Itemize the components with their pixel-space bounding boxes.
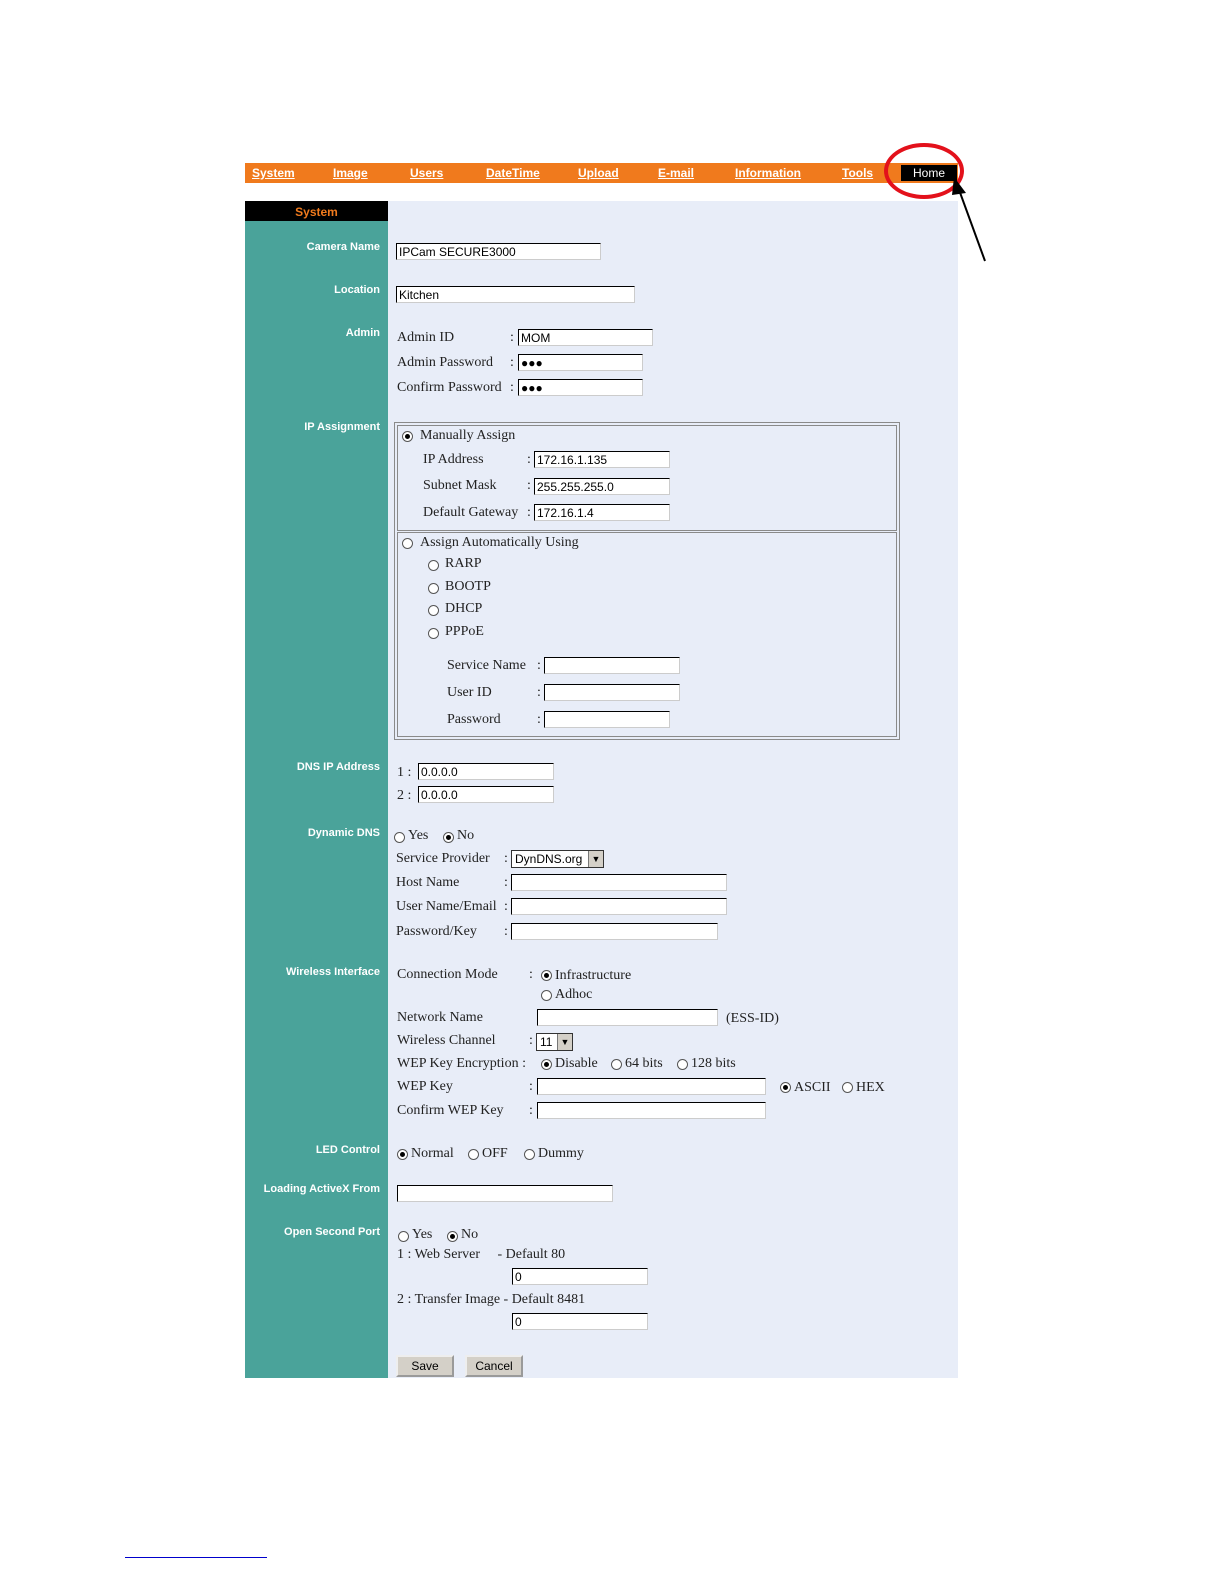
wireless-channel-value: 11 (540, 1035, 553, 1049)
infrastructure-label: Infrastructure (555, 968, 632, 983)
wireless-channel-label: Wireless Channel (397, 1033, 496, 1048)
dhcp-label: DHCP (445, 601, 483, 616)
led-dummy-radio[interactable] (524, 1149, 535, 1160)
gateway-input[interactable]: 172.16.1.4 (534, 504, 670, 521)
service-name-input[interactable] (544, 657, 680, 674)
nav-home[interactable]: Home (901, 165, 957, 181)
web-server-label: 1 : Web Server - Default 80 (397, 1247, 566, 1262)
service-provider-label: Service Provider (396, 851, 490, 866)
second-port-no-label: No (461, 1227, 479, 1242)
manual-assign-label: Manually Assign (420, 428, 516, 443)
colon: : (527, 452, 531, 467)
confirm-wep-key-input[interactable] (537, 1102, 766, 1119)
hex-label: HEX (856, 1080, 885, 1095)
subnet-mask-label: Subnet Mask (423, 478, 497, 493)
colon: : (537, 712, 541, 727)
footer-link-underline (125, 1557, 267, 1558)
pppoe-user-id-input[interactable] (544, 684, 680, 701)
colon: : (537, 658, 541, 673)
colon: : (537, 685, 541, 700)
gateway-label: Default Gateway (423, 505, 519, 520)
bootp-label: BOOTP (445, 579, 491, 594)
label-wireless: Wireless Interface (285, 966, 380, 978)
label-admin: Admin (345, 327, 380, 339)
ddns-no-radio[interactable] (443, 832, 454, 843)
nav-upload[interactable]: Upload (578, 166, 619, 180)
admin-password-label: Admin Password (397, 355, 494, 370)
colon: : (504, 899, 508, 914)
colon: : (527, 478, 531, 493)
rarp-label: RARP (445, 556, 482, 571)
essid-label: (ESS-ID) (726, 1011, 779, 1026)
colon: : (510, 330, 514, 345)
colon: : (529, 1079, 533, 1094)
bootp-radio[interactable] (428, 583, 439, 594)
ddns-yes-label: Yes (408, 828, 429, 843)
ip-address-input[interactable]: 172.16.1.135 (534, 451, 670, 468)
service-provider-select[interactable] (511, 850, 604, 868)
cancel-button[interactable]: Cancel (465, 1355, 523, 1377)
colon: : (504, 851, 508, 866)
dhcp-radio[interactable] (428, 605, 439, 616)
auto-assign-label: Assign Automatically Using (420, 535, 579, 550)
pppoe-radio[interactable] (428, 628, 439, 639)
dns2-label: 2 : (397, 788, 412, 803)
dns1-input[interactable]: 0.0.0.0 (418, 763, 554, 780)
web-server-port-input[interactable]: 0 (512, 1268, 648, 1285)
wep-128-label: 128 bits (691, 1056, 736, 1071)
label-led-control: LED Control (315, 1144, 380, 1156)
label-activex: Loading ActiveX From (263, 1183, 380, 1195)
ascii-label: ASCII (794, 1080, 831, 1095)
host-name-label: Host Name (396, 875, 460, 890)
nav-tools[interactable]: Tools (842, 166, 874, 180)
colon: : (504, 924, 508, 939)
led-off-radio[interactable] (468, 1149, 479, 1160)
wep-64-label: 64 bits (625, 1056, 663, 1071)
wep-128-radio[interactable] (677, 1059, 688, 1070)
second-port-yes-radio[interactable] (398, 1231, 409, 1242)
confirm-password-input[interactable]: ●●● (518, 379, 643, 396)
led-dummy-label: Dummy (538, 1146, 584, 1161)
colon: : (529, 1033, 533, 1048)
second-port-no-radio[interactable] (447, 1231, 458, 1242)
network-name-input[interactable] (537, 1009, 718, 1026)
service-provider-value: DynDNS.org (515, 852, 583, 866)
led-normal-radio[interactable] (397, 1149, 408, 1160)
service-name-label: Service Name (447, 658, 526, 673)
auto-assign-radio[interactable] (402, 538, 413, 549)
colon: : (529, 1103, 533, 1118)
label-dynamic-dns: Dynamic DNS (307, 827, 380, 839)
nav-system[interactable]: System (252, 166, 295, 180)
subnet-mask-input[interactable]: 255.255.255.0 (534, 478, 670, 495)
dns1-label: 1 : (397, 765, 412, 780)
colon: : (529, 967, 533, 982)
transfer-image-label: 2 : Transfer Image - Default 8481 (397, 1292, 586, 1307)
colon: : (510, 380, 514, 395)
label-location: Location (334, 284, 380, 296)
transfer-image-port-input[interactable]: 0 (512, 1313, 648, 1330)
led-normal-label: Normal (411, 1146, 454, 1161)
wep-64-radio[interactable] (611, 1059, 622, 1070)
label-second-port: Open Second Port (284, 1226, 380, 1238)
label-ip-assignment: IP Assignment (304, 421, 380, 433)
adhoc-label: Adhoc (555, 987, 593, 1002)
user-id-label: User ID (447, 685, 492, 700)
chevron-down-icon: ▼ (557, 1034, 572, 1050)
nav-image[interactable]: Image (333, 166, 368, 180)
activex-input[interactable] (397, 1185, 613, 1202)
pppoe-password-label: Password (447, 712, 501, 727)
host-name-input[interactable] (511, 874, 727, 891)
pppoe-password-input[interactable] (544, 711, 670, 728)
ddns-yes-radio[interactable] (394, 832, 405, 843)
user-email-label: User Name/Email (396, 899, 497, 914)
password-key-input[interactable] (511, 923, 718, 940)
admin-password-input[interactable]: ●●● (518, 354, 643, 371)
ascii-radio[interactable] (780, 1082, 791, 1093)
colon: : (527, 505, 531, 520)
nav-users[interactable]: Users (410, 166, 444, 180)
manual-assign-radio[interactable] (402, 431, 413, 442)
wep-key-label: WEP Key (397, 1079, 453, 1094)
ip-address-label: IP Address (423, 452, 484, 467)
left-label-column (245, 201, 388, 1378)
location-input[interactable]: Kitchen (396, 286, 635, 303)
infrastructure-radio[interactable] (541, 970, 552, 981)
label-dns: DNS IP Address (296, 761, 380, 773)
led-off-label: OFF (482, 1146, 508, 1161)
admin-id-input[interactable]: MOM (518, 329, 653, 346)
admin-id-label: Admin ID (397, 330, 455, 345)
wep-disable-label: Disable (555, 1056, 598, 1071)
top-nav-bar (245, 163, 958, 183)
section-header: System (245, 201, 388, 221)
chevron-down-icon: ▼ (588, 851, 603, 867)
wep-disable-radio[interactable] (541, 1059, 552, 1070)
camera-name-input[interactable]: IPCam SECURE3000 (396, 243, 601, 260)
dns2-input[interactable]: 0.0.0.0 (418, 786, 554, 803)
network-name-label: Network Name (397, 1010, 483, 1025)
nav-datetime[interactable]: DateTime (486, 166, 540, 180)
rarp-radio[interactable] (428, 560, 439, 571)
user-email-input[interactable] (511, 898, 727, 915)
connection-mode-label: Connection Mode (397, 967, 498, 982)
second-port-yes-label: Yes (412, 1227, 433, 1242)
nav-information[interactable]: Information (735, 166, 801, 180)
save-button[interactable]: Save (396, 1355, 454, 1377)
label-camera-name: Camera Name (306, 241, 380, 253)
colon: : (504, 875, 508, 890)
password-key-label: Password/Key (396, 924, 477, 939)
nav-email[interactable]: E-mail (658, 166, 695, 180)
colon: : (510, 355, 514, 370)
wireless-channel-select[interactable] (536, 1033, 573, 1051)
wep-encryption-label: WEP Key Encryption : (397, 1056, 526, 1071)
pppoe-label: PPPoE (445, 624, 484, 639)
confirm-wep-key-label: Confirm WEP Key (397, 1103, 504, 1118)
ddns-no-label: No (457, 828, 475, 843)
confirm-password-label: Confirm Password (397, 380, 502, 395)
wep-key-input[interactable] (537, 1078, 766, 1095)
hex-radio[interactable] (842, 1082, 853, 1093)
adhoc-radio[interactable] (541, 990, 552, 1001)
